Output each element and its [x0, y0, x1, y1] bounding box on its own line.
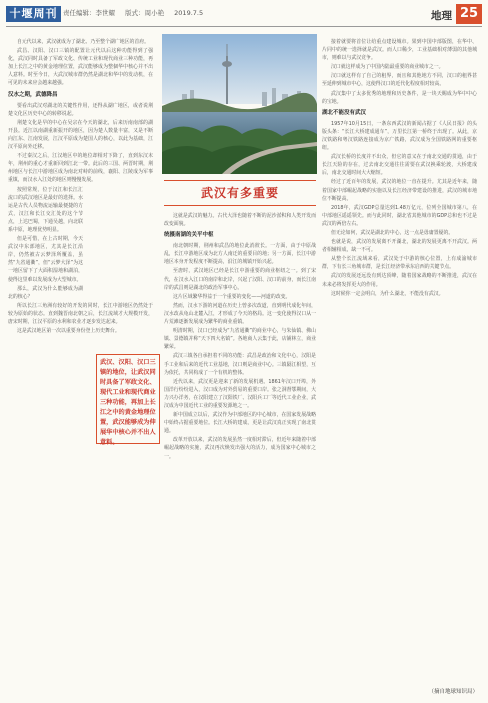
paragraph: 荆楚文化是早的中心在吴宗在今天的湖北，后来历南南部的湖开县。近江以南湖重新振开的地区，因为楚人数量丰富，又是不断向江东、江南发展，江汉平原成为楚国人的核心，以此为基础，江汉平原向外迁移。	[8, 119, 153, 151]
editor-credit: 责任编辑：李世耀	[63, 9, 115, 17]
column-left	[8, 38, 153, 336]
paragraph: 2018年，武汉GDP总量达到1.48万亿元，位列全国城市第八，在中部地区遥遥领先。而与此同时，湖北省其他城市的GDP总和也不过是武汉的两倍左右。	[322, 204, 477, 227]
paragraph: 武汉长桥的长度并不出众，但它的意义在于南北交通的贯通，由于长江天险的存在，过去南北交通往往需要在武汉换乘轮渡，大桥建成后，南北交通时间大大缩短。	[322, 154, 477, 177]
page-header	[0, 0, 488, 34]
paragraph: 经过了近百年的发展，武汉的地位一直在提升。尤其是近年来，随着国家中部崛起战略的实施以及长江经济带建设的推进，武汉的城市地位不断提高。	[322, 179, 477, 202]
paragraph: 要看出武汉对湖北的关键性作用，还得从湖广地区，或者说荆楚文化区历史中心的转移说起。	[8, 102, 153, 117]
paragraph: 新中国成立以后，武汉作为中部地区的中心城市，在国家发展战略中始终占据重要地位。长江大桥的建成，更是让武汉真正实现了南北贯通。	[164, 412, 316, 435]
paragraph: 自元代以来，武汉就成为了湖北、乃至整个湖广地区的首府。	[17, 39, 150, 45]
subheading: 汉水之期，武德降昌	[8, 91, 58, 98]
section-title: 地理	[431, 10, 452, 22]
paragraph: 武昌、汉阳、汉口三镇的配置让元代以后这种功能得到了强化，武汉同时具备了军政文化、传统工业和现代商业三种功能，再加上长江之中的黄金地理位置，武汉能够成为整個华中核心并不出人意料。时至今日，大武汉城市群仍然是湖北和华中的发动机，在可见的未来应会越来越强。	[8, 48, 153, 87]
pull-quote	[96, 354, 160, 444]
column-middle	[164, 212, 316, 462]
paragraph: 至唐时，武汉地区已经是长江中游重要的商业枢纽之一。到了宋代，在汉水入江口的南岸和北岸，兴起了汉阳、汉口的前身，而长江南岸的武昌则是湖北的政治军事中心。	[164, 268, 316, 291]
paragraph: 从整个长江流域来看，武汉处于中游的核心位置，上有成渝城市群，下有长三角城市群，是长江经济带承东启西的关键节点。	[322, 256, 477, 271]
paragraph: 不过秦汉之后，江汉地区中的地位却相对下降了，直到东汉末年，荆州的重心才重新回到江北一带。此后的三国、两晋时期，荆州地区与长江中游地区成为南北对峙的前线，襄阳、江陵成为军事重镇，而汉水入江处的地区则慢慢发展。	[8, 153, 153, 184]
paragraph: 这就是武汉的魅力。古代大泽也随着不断的泥沙淤积和人类开发而改变面貌。	[164, 213, 316, 228]
header-divider	[6, 26, 482, 27]
paragraph: 武汉集中了太多优秀的地理和历史条件，是一块天赐成为华中中心的宝地。	[322, 90, 477, 105]
paragraph: 所以长江三角洲有较好的开发的同时，长江中游地区仍然处于较为原始的状态。直到魏晋南北朝之后，长江流域才大规模开发，唐宋时期，江汉平原的水利和农业才逐步发达起来。	[8, 302, 153, 325]
subheading: 统摄南湖的关平中枢	[164, 232, 214, 239]
paragraph: 按照常规，位于汉江和长江汇流口的武汉地区是最好的选择。水运是古代人员物流运输最便捷的方式，汉江和长江交汇处的这个节点，上达巴蜀，下通吴越，向北联系中原，地理优势明显。	[8, 186, 83, 233]
paragraph: 这时候你一定会明白，为什么湖北，不能没有武汉。	[331, 290, 444, 297]
page-number: 25	[456, 4, 482, 24]
issue-date: 2019.7.5	[174, 9, 204, 17]
headline-text: 武汉有多重要	[200, 186, 279, 200]
paragraph: 南北朝时期，荆州和武昌的地位此消彼长。一方面，由于中原战乱，长江中游地区成为北方人南迁的重要目的地；另一方面，长江中游地区本身开发程度不断提高，沿江的城镇开始兴起。	[164, 243, 316, 266]
article-photo	[162, 34, 317, 174]
subheading: 湖北不能没有武汉	[322, 109, 367, 116]
paragraph: 明清时期，汉口已经成为“九省通衢”的商业中心，与朱仙镇、佛山镇、景德镇并称“天下四大名镇”。各地商人云集于此，店铺林立，商业繁荣。	[164, 328, 316, 351]
paragraph: 然而，汉水下游的河道在历史上曾多次改道，直到明代成化年间，汉水改从龟山北麓入江，才形成了今天的格局。这一变化使得汉口从一片荒滩逐渐发展成为繁华的商业重镇。	[164, 302, 316, 326]
paragraph: 也就是说，武汉的发展离不开湖北，湖北的发展更离不开武汉。两者相辅相成，缺一不可。	[322, 239, 477, 254]
source-credit: （摘自地球知识局）	[428, 689, 478, 695]
paragraph: 那么，武汉为什么能够成为湖北的核心？	[8, 285, 83, 300]
paragraph: 但是可惜，在上古时期，今天武汉中东部地区，尤其是长江沿岸，仍然被古云梦泽所覆盖，虽然“九省通衢”，但“云梦大泽”为这一地区留下了大面积湿地和湖泊，使得这里难以发展成为大型城市。	[8, 236, 83, 283]
paragraph: 但无论如何，武汉是湖北的中心，这一点是毋庸置疑的。	[331, 229, 454, 236]
layout-credit: 版式：周小艳	[125, 9, 165, 17]
paragraph: 汉口就这样成为了中国内陆最重要的商业城市之一。	[331, 64, 444, 71]
paragraph: 武汉三镇各自承担着不同的功能：武昌是政治和文化中心，汉阳是手工业和后来的近代工业基地，汉口则是商业中心。三镇隔江相望，互为依托，共同构成了一个有机的整体。	[164, 353, 316, 376]
paragraph: 近代以来，武汉更是迎来了新的发展机遇。1861年汉口开埠，外国洋行纷纷进入，汉口成为对外贸易的重要口岸。张之洞督鄂期间，大力兴办洋务，在汉阳建立了汉阳铁厂、汉阳兵工厂等近代工业企业，武汉成为中国近代工业的重要发源地之一。	[164, 378, 316, 409]
paragraph: 接着就要将首位让给重点建设城市。果到中国中部版图，在华中、片同中的统一选择就是武汉。而人口稀少，工业基础相对薄弱的其他城市，则难以与武汉竞争。	[322, 39, 477, 62]
paragraph: 这是武汉地区第一次以重要身份登上历史舞台。	[17, 328, 120, 335]
publication-logo: 十堰周刊	[6, 6, 61, 22]
paragraph: 汉口就这样有了自己的租界，而且和其他地方不同，汉口的租界甚至延伸到城市中心，这使得汉口的近代化程度相对较高。	[322, 73, 477, 88]
paragraph: 这片区域繁华得益于一个重要的变化——河道的改变。	[173, 293, 291, 300]
paragraph: 1957年10月15日，一条东西武汉的新闻占据了《人民日报》的头版头条：“长江大桥建成通车”，万里长江第一桥终于出现了。从此，京汉铁路和粤汉铁路连接成为京广铁路，武汉成为全国铁路网的重要枢纽。	[322, 120, 477, 152]
column-right	[322, 38, 477, 299]
pull-quote-text: 武汉、汉阳、汉口三镇的地位，让武汉同时具备了军政文化、现代工业和现代商业三种功能，再加上长江之中的黄金地理位置，武汉能够成为伸展华中核心并不出人意料。	[100, 359, 156, 446]
paragraph: 武汉的发展还远没有到达顶峰，随着国家战略的不断推进，武汉在未来必将发挥更大的作用。	[322, 273, 477, 288]
article-headline	[164, 180, 316, 206]
header-meta	[63, 8, 211, 17]
paragraph: 改革开放以来，武汉的发展虽然一度相对滞后，但近年来随着中部崛起战略的实施，武汉再次焕发出强大的活力，成为国家中心城市之一。	[164, 437, 316, 460]
